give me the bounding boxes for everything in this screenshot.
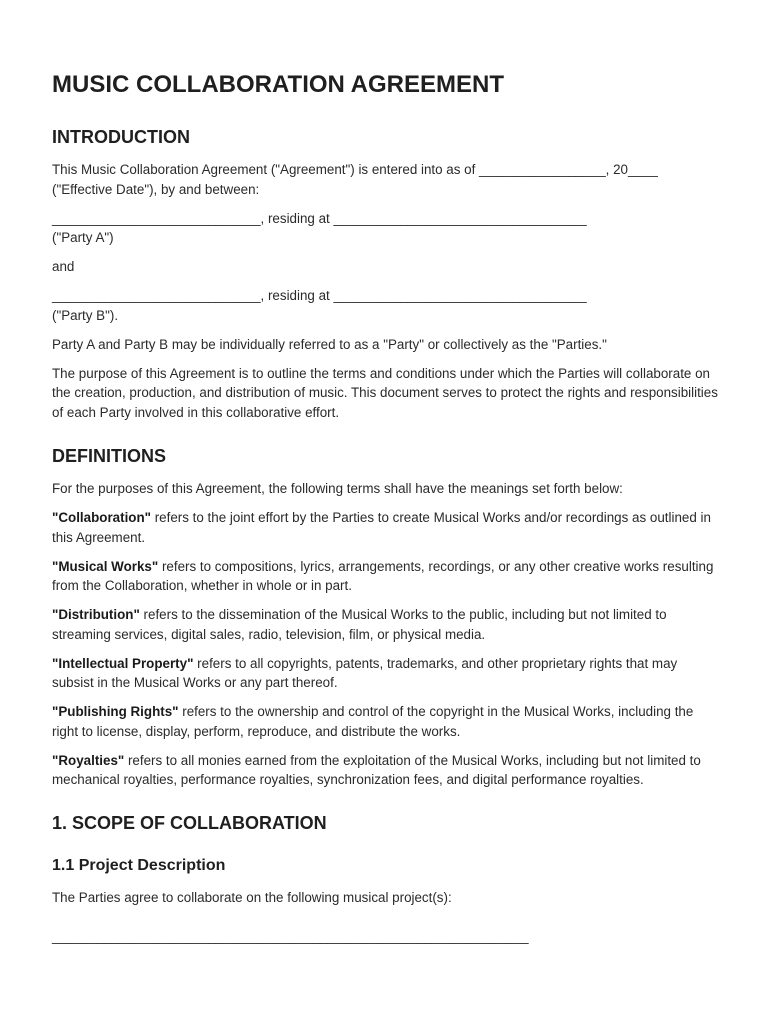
definition-item: "Royalties" refers to all monies earned from the exploitation of the Musical Works, including but not limited to mechanical royalties, performance royalties, synchronization fees, and digital performance royalties.	[52, 752, 701, 787]
definition-item: "Publishing Rights" refers to the ownership and control of the copyright in the Musical Works, including the right to license, display, perform, reproduce, and distribute the works.	[52, 704, 694, 739]
scope-heading: 1. SCOPE OF COLLABORATION	[52, 812, 327, 833]
party-b-line: ____________________________, residing at __________________________________	[52, 288, 587, 303]
definition-item: "Collaboration" refers to the joint effort by the Parties to create Musical Works and/or recordings as outlined in this Agreement.	[52, 510, 711, 545]
introduction-heading: INTRODUCTION	[52, 127, 190, 147]
definition-term: "Musical Works"	[52, 558, 159, 574]
definition-term: "Distribution"	[52, 607, 140, 622]
party-a-line: ____________________________, residing at __________________________________	[52, 210, 587, 226]
definition-item: "Musical Works" refers to compositions, lyrics, arrangements, recordings, or any other creative works resulting from the Collaboration, whether in whole or in part.	[52, 558, 714, 593]
document-title: MUSIC COLLABORATION AGREEMENT	[52, 71, 504, 98]
party-b-label: ("Party B").	[52, 307, 119, 323]
party-a-label: ("Party A")	[52, 230, 114, 245]
definition-term: "Intellectual Property"	[52, 655, 194, 671]
introduction-section	[52, 126, 718, 422]
definition-item: "Intellectual Property" refers to all copyrights, patents, trademarks, and other proprietary rights that may subsist in the Musical Works or any part thereof.	[52, 655, 678, 690]
scope-section	[52, 812, 718, 947]
project-blank-line: ________________________________________________________________	[52, 929, 529, 944]
purpose-paragraph: The purpose of this Agreement is to outline the terms and conditions under which the Parties will collaborate on the creation, production, and distribution of music. This document serves to protect the rights and responsibilities of each Party involved in this collaborative effort.	[52, 365, 718, 420]
project-description-heading: 1.1 Project Description	[52, 856, 226, 874]
definition-term: "Royalties"	[52, 752, 125, 768]
intro-paragraph: This Music Collaboration Agreement ("Agreement") is entered into as of _________________, 20____ ("Effective Date"), by and between:	[52, 162, 658, 197]
definition-term: "Collaboration"	[52, 510, 151, 525]
scope-paragraph: The Parties agree to collaborate on the following musical project(s):	[52, 889, 452, 905]
definitions-intro: For the purposes of this Agreement, the following terms shall have the meanings set forth below:	[52, 481, 623, 496]
and-text: and	[52, 259, 75, 274]
definition-item: "Distribution" refers to the dissemination of the Musical Works to the public, including but not limited to streaming services, digital sales, radio, television, film, or physical media.	[52, 607, 667, 642]
definition-term: "Publishing Rights"	[52, 704, 179, 719]
definitions-section	[52, 445, 718, 790]
parties-paragraph: Party A and Party B may be individually referred to as a "Party" or collectively as the "Parties."	[52, 336, 607, 352]
definitions-heading: DEFINITIONS	[52, 446, 167, 466]
